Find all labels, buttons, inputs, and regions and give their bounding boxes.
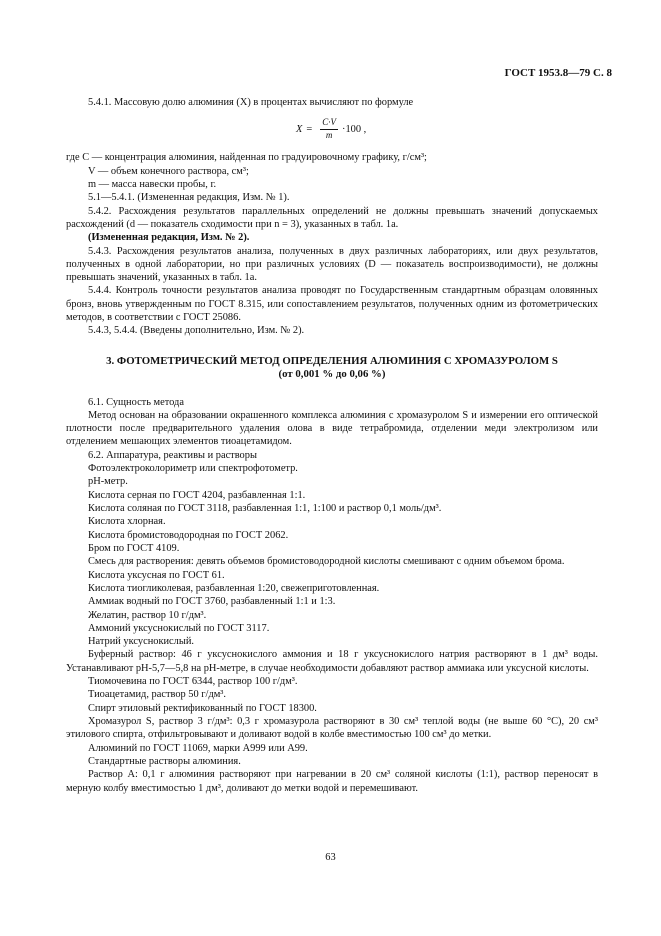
formula-lhs: X — [296, 123, 303, 135]
reagent-item: pH-метр. — [88, 476, 128, 488]
reagent-item: Буферный раствор: 46 г уксуснокислого аммония и 18 г уксуснокислого натрия растворяют в 1 дм³ воды. Устанавливают pH-5,7—5,8 на pH-метре, в случае необходимости добавляют раствор аммиака или уксусной кислоты. — [66, 649, 598, 674]
reagent-item: Кислота хлорная. — [88, 516, 166, 528]
formula-numerator: C·V — [320, 117, 338, 130]
note-izm-2: (Измененная редакция, Изм. № 2). — [88, 232, 250, 244]
para-5-4-2: 5.4.2. Расхождения результатов параллельных определений не должны превышать значений допускаемых расхождений (d — показатель сходимости при n = 3), указанных в табл. 1а. — [66, 205, 598, 230]
reagent-item: Раствор А: 0,1 г алюминия растворяют при нагревании в 20 см³ соляной кислоты (1:1), раствор переносят в мерную колбу вместимостью 1 дм³, доливают до метки водой и перемешивают. — [66, 769, 598, 794]
page-content — [66, 96, 598, 795]
reagent-item: Кислота бромистоводородная по ГОСТ 2062. — [88, 529, 289, 541]
reagent-item: Кислота соляная по ГОСТ 3118, разбавленная 1:1, 1:100 и раствор 0,1 моль/дм³. — [88, 503, 442, 515]
note-5-1-5-4-1: 5.1—5.4.1. (Измененная редакция, Изм. № 1). — [88, 192, 290, 204]
reagent-item: Аммоний уксуснокислый по ГОСТ 3117. — [88, 622, 270, 634]
reagent-item: Тиомочевина по ГОСТ 6344, раствор 100 г/дм³. — [88, 676, 298, 688]
reagent-item: Натрий уксуснокислый. — [88, 636, 194, 648]
def-v: V — объем конечного раствора, см³; — [88, 165, 249, 177]
reagent-item: Спирт этиловый ректификованный по ГОСТ 18300. — [88, 702, 317, 714]
reagent-item: Бром по ГОСТ 4109. — [88, 542, 180, 554]
def-m: m — масса навески пробы, г. — [88, 178, 217, 190]
reagent-item: Кислота уксусная по ГОСТ 61. — [88, 569, 225, 581]
formula-fraction — [320, 117, 338, 141]
subsection-6-1-title: 6.1. Сущность метода — [88, 396, 184, 408]
page-header: ГОСТ 1953.8—79 С. 8 — [504, 67, 612, 79]
section-heading: 3. ФОТОМЕТРИЧЕСКИЙ МЕТОД ОПРЕДЕЛЕНИЯ АЛЮМИНИЯ С ХРОМАЗУРОЛОМ S — [106, 354, 558, 367]
section-subheading: (от 0,001 % до 0,06 %) — [278, 367, 386, 380]
reagent-item: Стандартные растворы алюминия. — [88, 755, 241, 767]
para-5-4-4: 5.4.4. Контроль точности результатов анализа проводят по Государственным стандартным образцам оловянных бронз, вновь утвержденным по ГОСТ 8.315, или сопоставлением результатов, полученных одним из фотометрических методов, в соответствии с ГОСТ 25086. — [66, 285, 598, 324]
para-5-4-1: 5.4.1. Массовую долю алюминия (X) в процентах вычисляют по формуле — [88, 97, 414, 108]
reagent-item: Алюминий по ГОСТ 11069, марки А999 или А99. — [88, 742, 308, 754]
para-5-4-3: 5.4.3. Расхождения результатов анализа, полученных в двух различных лабораториях, или двух результатов, полученных в одной лаборатории, но при различных условиях (D — показатель воспроизводимости), не должны превышать значений, указанных в табл. 1а. — [66, 245, 598, 284]
reagent-item: Хромазурол S, раствор 3 г/дм³: 0,3 г хромазурола растворяют в 30 см³ теплой воды (не выше 60 °С), 20 см³ этилового спирта, отфильтровывают и доливают водой в колбе вместимостью 100 см³ до метки. — [66, 716, 598, 741]
formula-denominator: m — [325, 129, 333, 140]
formula-equals: = — [306, 123, 313, 135]
subsection-6-2-title: 6.2. Аппаратура, реактивы и растворы — [88, 449, 257, 461]
formula — [296, 116, 598, 142]
formula-tail: ·100 , — [342, 123, 367, 135]
note-5-4-3-5-4-4: 5.4.3, 5.4.4. (Введены дополнительно, Изм. № 2). — [88, 325, 305, 337]
reagent-item: Кислота серная по ГОСТ 4204, разбавленная 1:1. — [88, 489, 306, 501]
reagent-item: Аммиак водный по ГОСТ 3760, разбавленный 1:1 и 1:3. — [88, 596, 336, 608]
reagent-item: Желатин, раствор 10 г/дм³. — [88, 609, 207, 621]
reagent-item: Кислота тиогликолевая, разбавленная 1:20, свежеприготовленная. — [88, 582, 380, 594]
reagent-item: Фотоэлектроколориметр или спектрофотометр. — [88, 463, 298, 475]
page-number: 63 — [325, 852, 336, 863]
subsection-6-1-text: Метод основан на образовании окрашенного комплекса алюминия с хромазуролом S и измерении его оптической плотности после предварительного удаления олова в виде тетрабромида, отделении меди электролизом или отделением мешающих элементов тиоацетамидом. — [66, 409, 598, 448]
def-c: где C — концентрация алюминия, найденная по градуировочному графику, г/см³; — [66, 152, 427, 164]
reagent-item: Тиоацетамид, раствор 50 г/дм³. — [88, 689, 227, 701]
reagent-item: Смесь для растворения: девять объемов бромистоводородной кислоты смешивают с одним объемом брома. — [88, 556, 565, 568]
